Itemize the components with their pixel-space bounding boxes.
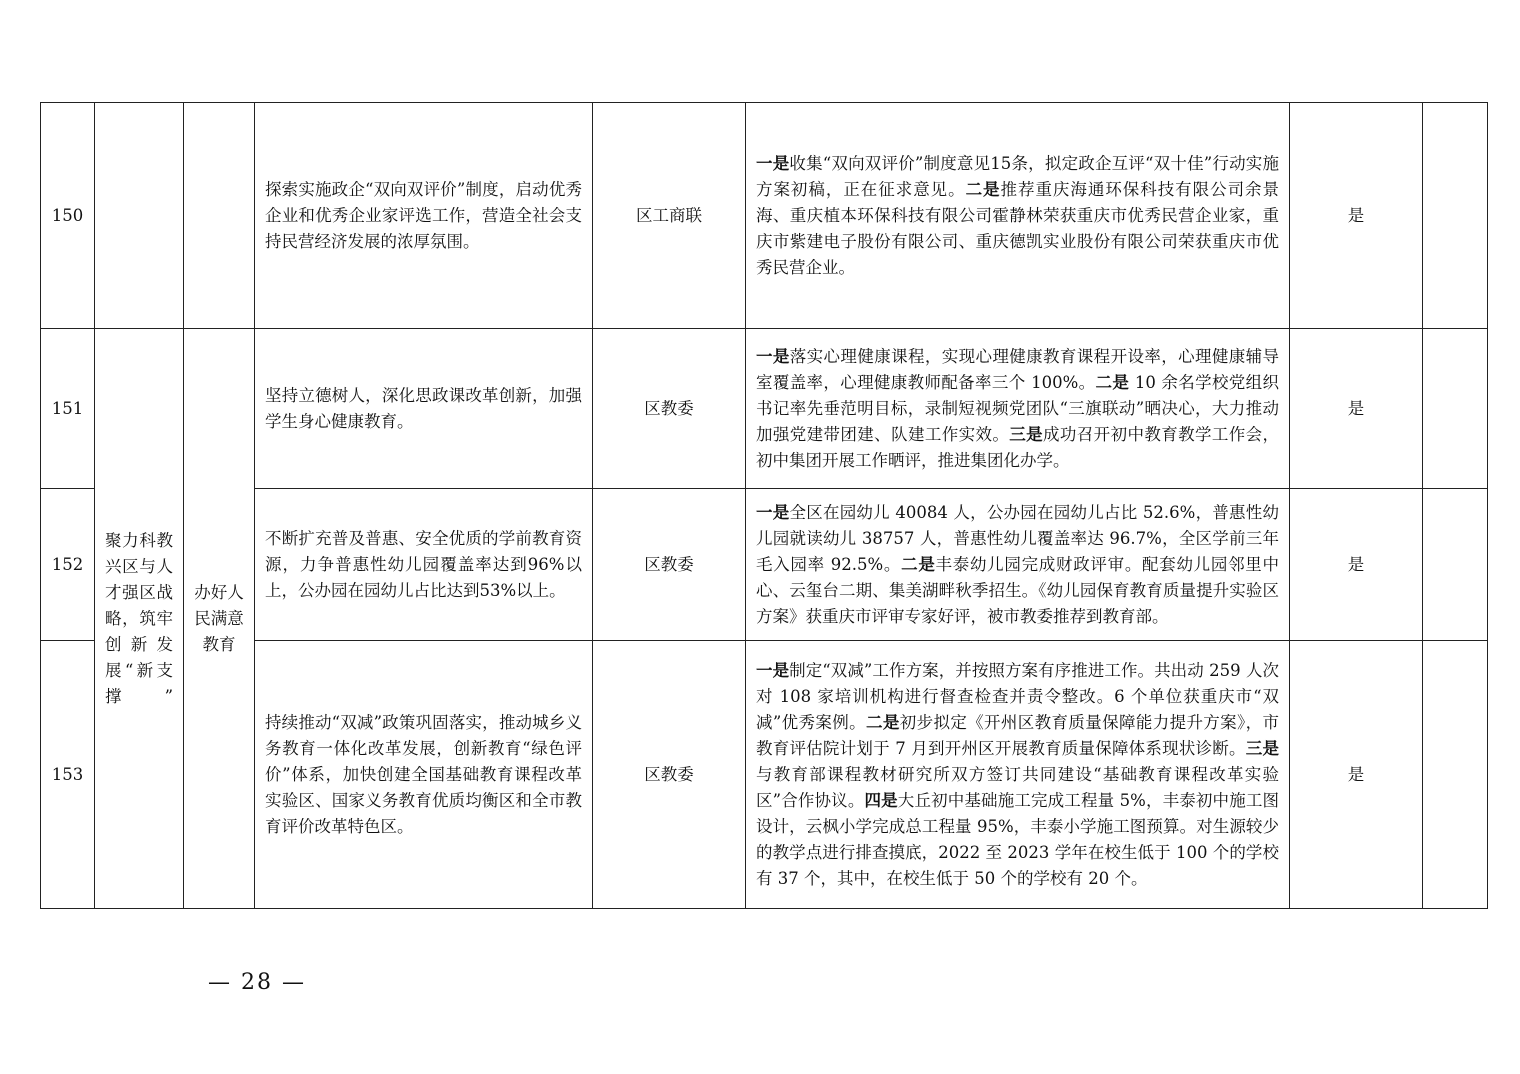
progress-keyword: 四是: [864, 790, 898, 810]
progress-text: 大丘初中基础施工完成工程量 5%，丰泰初中施工图设计，云枫小学完成总工程量 95%，丰泰小学施工图预算。对生源较少的教学点进行排查摸底，2022 至 2023 学年在校生低于 100 个的学校有 37 个，其中，在校生低于 50 个的学校有 20 个。: [756, 790, 1280, 888]
progress-text: 10 余名学校党组织书记率先垂范明目标，录制短视频党团队“三旗联动”晒决心，大力推动加强党建带团建、队建工作实效。: [756, 372, 1279, 444]
progress-keyword: 二是: [866, 712, 900, 732]
row-number: 151: [41, 329, 95, 489]
progress-text: 收集“双向双评价”制度意见15条，拟定政企互评“双十佳”行动实施方案初稿，正在征求意见。: [756, 153, 1279, 199]
status-cell: 是: [1290, 641, 1423, 909]
task-table: [40, 102, 1488, 909]
row-number: 152: [41, 489, 95, 641]
category-cell: 聚力科教兴区与人才强区战略，筑牢创新发展“新支撑”: [95, 329, 184, 909]
progress-keyword: 一是: [756, 346, 790, 366]
progress-keyword: 一是: [756, 502, 790, 522]
progress-text: 落实心理健康课程，实现心理健康教育课程开设率，心理健康辅导室覆盖率，心理健康教师配备率三个 100%。: [756, 346, 1280, 392]
status-cell: 是: [1290, 103, 1423, 329]
table-row: [41, 641, 1488, 909]
progress-keyword: 三是: [1009, 424, 1044, 444]
progress-keyword: 一是: [756, 153, 790, 173]
table-row: [41, 329, 1488, 489]
table-row: [41, 489, 1488, 641]
task-description: 不断扩充普及普惠、安全优质的学前教育资源，力争普惠性幼儿园覆盖率达到96%以上，公办园在园幼儿占比达到53%以上。: [255, 489, 593, 641]
status-cell: 是: [1290, 489, 1423, 641]
progress-keyword: 二是: [1095, 372, 1130, 392]
responsible-unit: 区教委: [593, 641, 746, 909]
progress-text: 丰泰幼儿园完成财政评审。配套幼儿园邻里中心、云玺台二期、集美湖畔秋季招生。《幼儿园保育教育质量提升实验区方案》获重庆市评审专家好评，被市教委推荐到教育部。: [756, 554, 1280, 626]
responsible-unit: 区工商联: [593, 103, 746, 329]
progress-text: 成功召开初中教育教学工作会，初中集团开展工作晒评，推进集团化办学。: [756, 424, 1280, 470]
task-description: 持续推动“双减”政策巩固落实，推动城乡义务教育一体化改革发展，创新教育“绿色评价”体系，加快创建全国基础教育课程改革实验区、国家义务教育优质均衡区和全市教育评价改革特色区。: [255, 641, 593, 909]
progress-text: 与教育部课程教材研究所双方签订共同建设“基础教育课程改革实验区”合作协议。: [756, 764, 1279, 810]
progress-keyword: 二是: [901, 554, 936, 574]
row-number: 150: [41, 103, 95, 329]
subcategory-cell: 办好人民满意教育: [184, 329, 255, 909]
progress-text: 推荐重庆海通环保科技有限公司余景海、重庆植本环保科技有限公司霍静林荣获重庆市优秀民营企业家，重庆市紫建电子股份有限公司、重庆德凯实业股份有限公司荣获重庆市优秀民营企业。: [756, 179, 1280, 277]
task-description: 坚持立德树人，深化思政课改革创新，加强学生身心健康教育。: [255, 329, 593, 489]
progress-detail: [746, 489, 1290, 641]
note-cell: [1423, 489, 1488, 641]
responsible-unit: 区教委: [593, 329, 746, 489]
progress-detail: [746, 329, 1290, 489]
table-row: [41, 103, 1488, 329]
progress-text: 全区在园幼儿 40084 人，公办园在园幼儿占比 52.6%，普惠性幼儿园就读幼儿 38757 人，普惠性幼儿覆盖率达 96.7%，全区学前三年毛入园率 92.5%。: [756, 502, 1280, 574]
progress-keyword: 一是: [756, 660, 790, 680]
row-number: 153: [41, 641, 95, 909]
task-description: 探索实施政企“双向双评价”制度，启动优秀企业和优秀企业家评选工作，营造全社会支持民营经济发展的浓厚氛围。: [255, 103, 593, 329]
responsible-unit: 区教委: [593, 489, 746, 641]
progress-detail: [746, 641, 1290, 909]
progress-detail: [746, 103, 1290, 329]
page-number: — 28 —: [208, 970, 306, 995]
note-cell: [1423, 103, 1488, 329]
category-cell-empty: [95, 103, 184, 329]
progress-keyword: 三是: [1245, 738, 1279, 758]
progress-text: 制定“双减”工作方案，并按照方案有序推进工作。共出动 259 人次对 108 家培训机构进行督查检查并责令整改。6 个单位获重庆市“双减”优秀案例。: [756, 660, 1279, 732]
progress-keyword: 二是: [965, 179, 1001, 199]
progress-text: 初步拟定《开州区教育质量保障能力提升方案》，市教育评估院计划于 7 月到开州区开展教育质量保障体系现状诊断。: [756, 712, 1280, 758]
note-cell: [1423, 641, 1488, 909]
status-cell: 是: [1290, 329, 1423, 489]
subcategory-cell-empty: [184, 103, 255, 329]
note-cell: [1423, 329, 1488, 489]
